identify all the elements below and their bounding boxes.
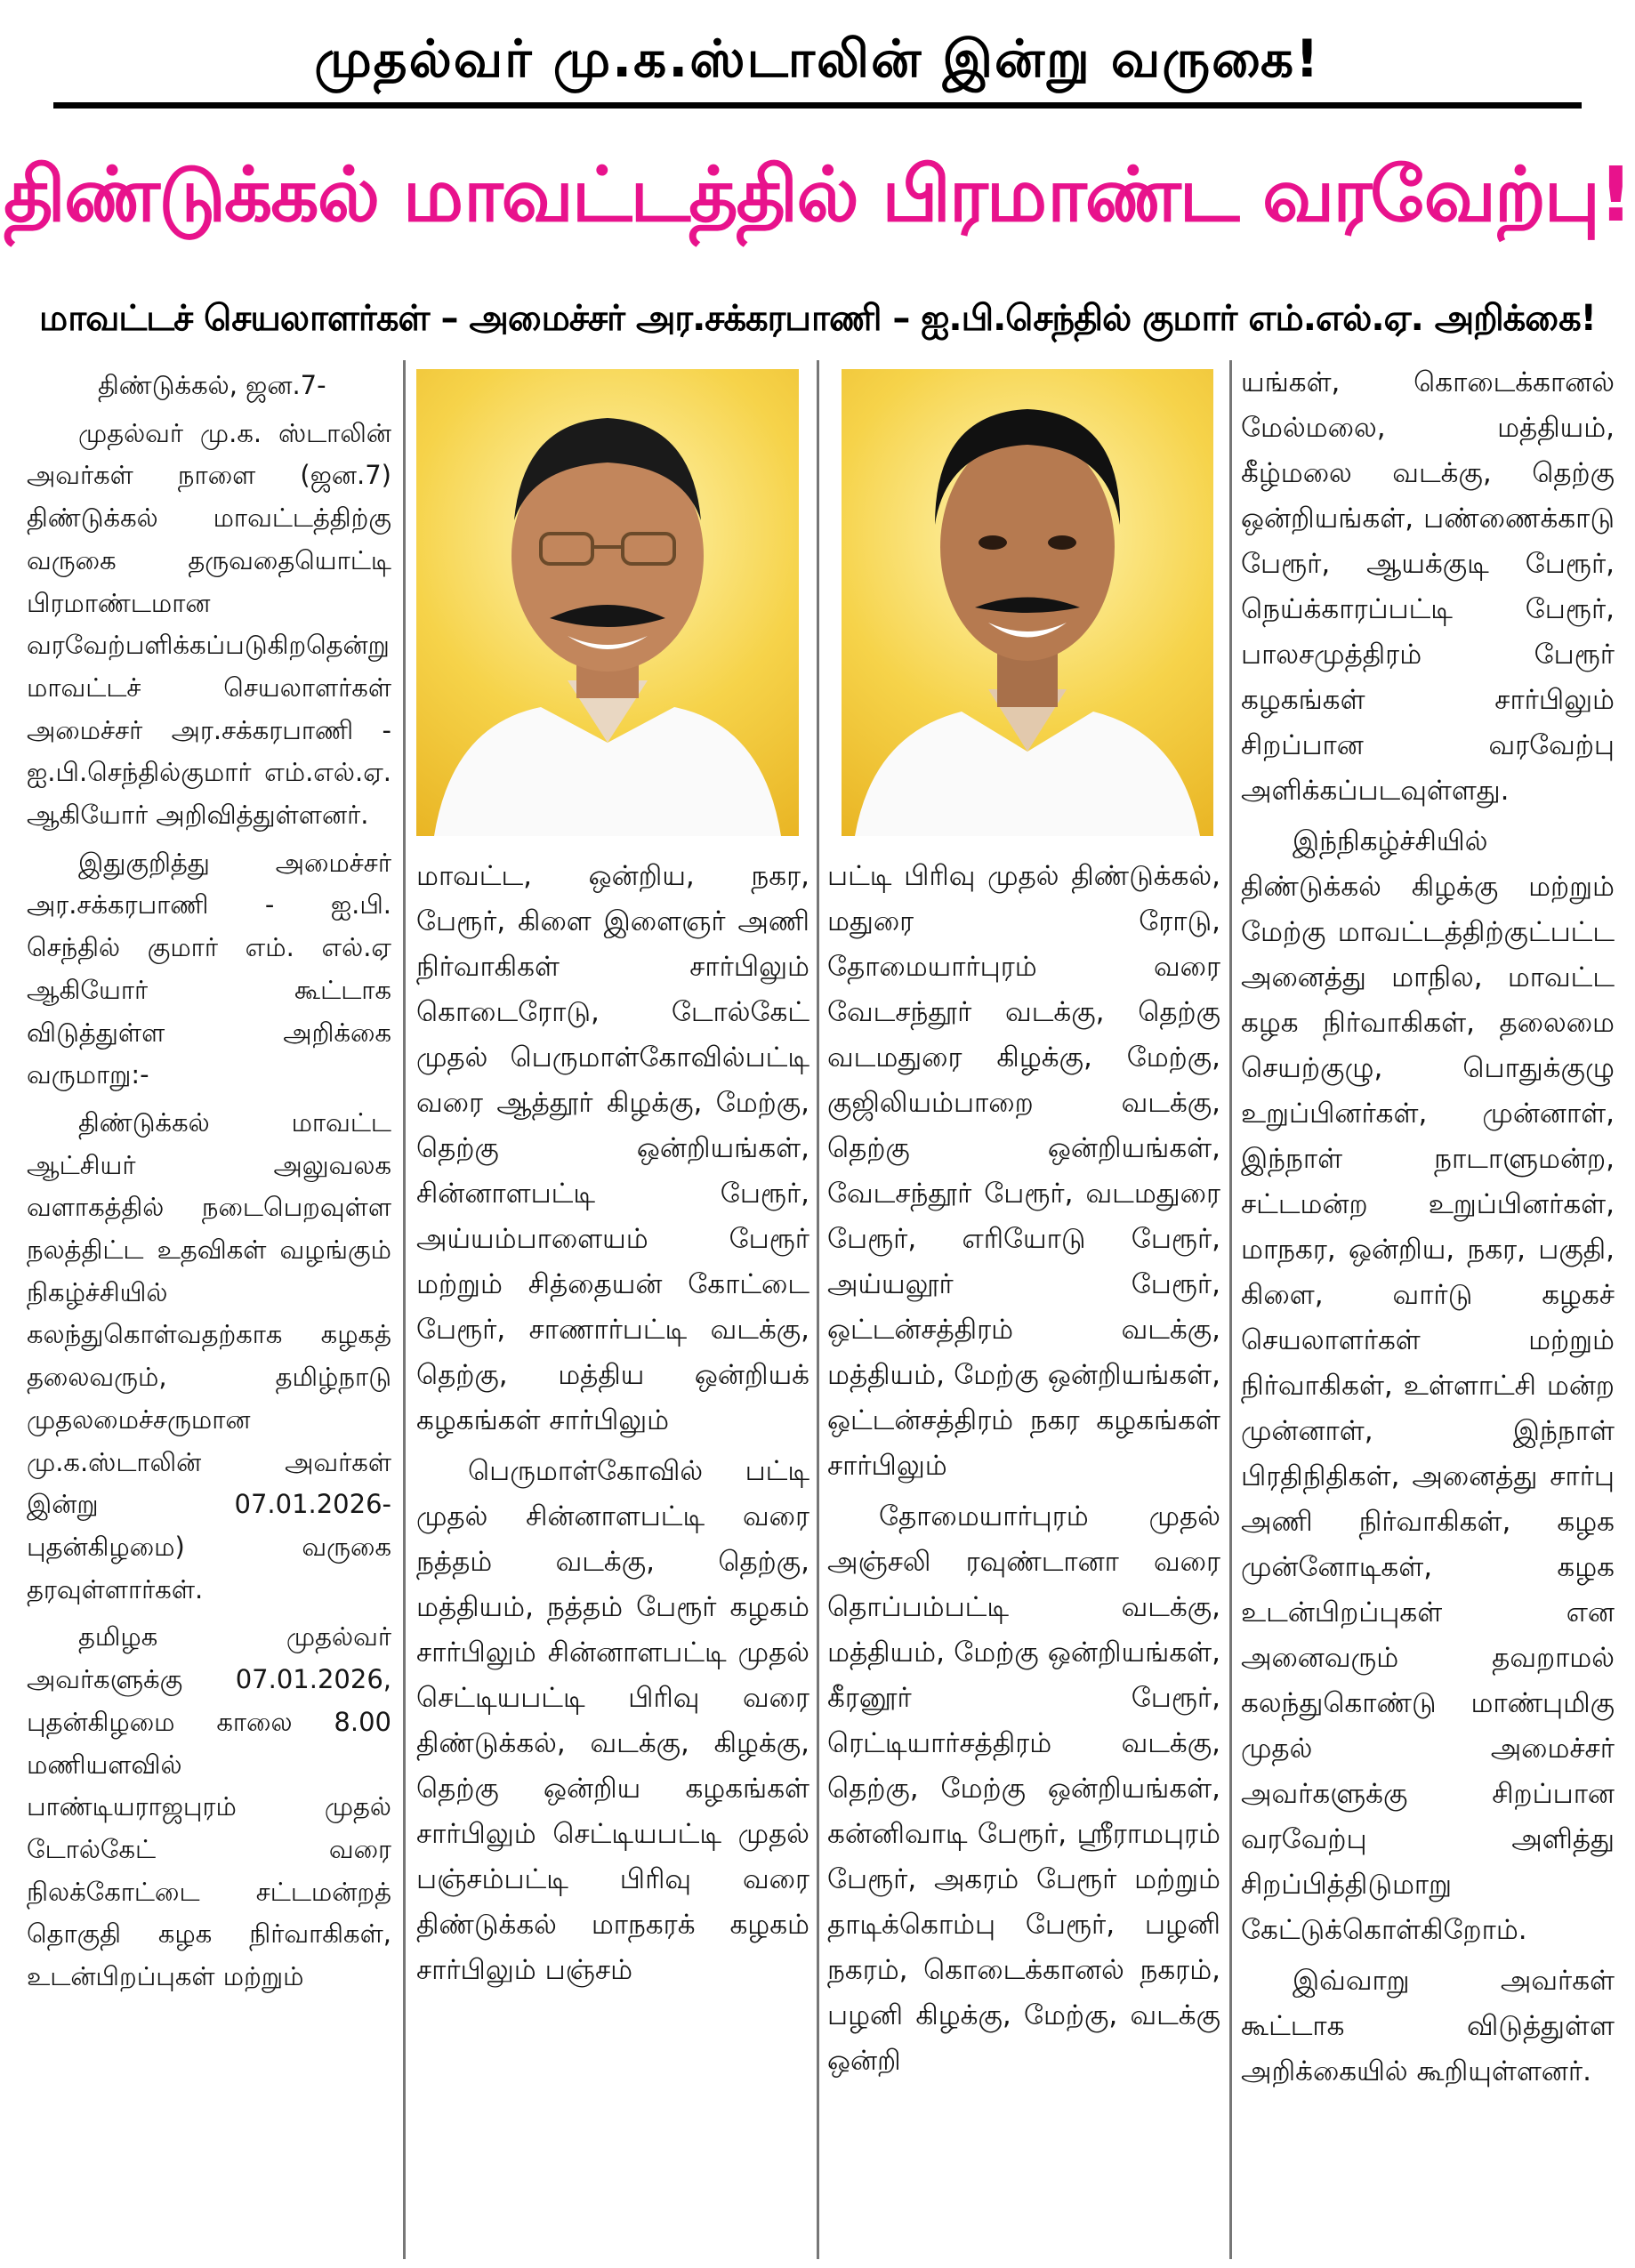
article-paragraph: பெருமாள்கோவில் பட்டி முதல் சின்னாளபட்டி வரை நத்தம் வடக்கு, தெற்கு, மத்தியம், நத்தம் பேரூர் கழகம் சார்பிலும் சின்னாளபட்டி முதல் செட்டியபட்டி பிரிவு வரை திண்டுக்கல், வடக்கு, கிழக்கு, தெற்கு ஒன்றிய கழகங்கள் சார்பிலும் செட்டியபட்டி முதல் பஞ்சம்பட்டி பிரிவு வரை திண்டுக்கல் மாநகரக் கழகம் சார்பிலும் பஞ்சம் bbox=[416, 1455, 809, 1986]
portrait-photo-minister bbox=[416, 369, 799, 836]
sub-headline: மாவட்டச் செயலாளர்கள் – அமைச்சர் அர.சக்கரபாணி – ஐ.பி.செந்தில் குமார் எம்.எல்.ஏ. அறிக்கை! bbox=[39, 298, 1596, 339]
dateline: திண்டுக்கல், ஜன.7- bbox=[98, 370, 326, 400]
article-paragraph: தோமையார்புரம் முதல் அஞ்சலி ரவுண்டானா வரை தொப்பம்பட்டி வடக்கு, மத்தியம், மேற்கு ஒன்றியங்கள், கீரனூர் பேரூர், ரெட்டியார்சத்திரம் வடக்கு, தெற்கு, மேற்கு ஒன்றியங்கள், கன்னிவாடி பேரூர், ஸ்ரீராமபுரம் பேரூர், அகரம் பேரூர் மற்றும் தாடிக்கொம்பு பேரூர், பழனி நகரம், கொடைக்கானல் நகரம், பழனி கிழக்கு, மேற்கு, வடக்கு ஒன்றி bbox=[827, 1500, 1220, 2077]
portrait-mla-illustration bbox=[842, 369, 1213, 836]
article-paragraph: தமிழக முதல்வர் அவர்களுக்கு 07.01.2026, புதன்கிழமை காலை 8.00 மணியளவில் பாண்டியராஜபுரம் முதல் டோல்கேட் வரை நிலக்கோட்டை சட்டமன்றத் தொகுதி கழக நிர்வாகிகள், உடன்பிறப்புகள் மற்றும் bbox=[27, 1621, 391, 1992]
article-paragraph: யங்கள், கொடைக்கானல் மேல்மலை, மத்தியம், கீழ்மலை வடக்கு, தெற்கு ஒன்றியங்கள், பண்ணைக்காடு பேரூர், ஆயக்குடி பேரூர், நெய்க்காரப்பட்டி பேரூர், பாலசமுத்திரம் பேரூர் கழகங்கள் சார்பிலும் சிறப்பான வரவேற்பு அளிக்கப்படவுள்ளது. bbox=[1241, 366, 1615, 807]
column-divider bbox=[817, 360, 819, 2259]
article-paragraph: முதல்வர் மு.க. ஸ்டாலின் அவர்கள் நாளை (ஜன.7) திண்டுக்கல் மாவட்டத்திற்கு வருகை தருவதையொட்டி பிரமாண்டமான வரவேற்பளிக்கப்படுகிறதென்று மாவட்டச் செயலாளர்கள் அமைச்சர் அர.சக்கரபாணி - ஐ.பி.செந்தில்குமார் எம்.எல்.ஏ. ஆகியோர் அறிவித்துள்ளனர். bbox=[27, 417, 391, 831]
article-column-3 bbox=[827, 854, 1220, 2259]
article-paragraph: இந்நிகழ்ச்சியில் திண்டுக்கல் கிழக்கு மற்றும் மேற்கு மாவட்டத்திற்குட்பட்ட அனைத்து மாநில, மாவட்ட கழக நிர்வாகிகள், தலைமை செயற்குழு, பொதுக்குழு உறுப்பினர்கள், முன்னாள், இந்நாள் நாடாளுமன்ற, சட்டமன்ற உறுப்பினர்கள், மாநகர, ஒன்றிய, நகர, பகுதி, கிளை, வார்டு கழகச் செயலாளர்கள் மற்றும் நிர்வாகிகள், உள்ளாட்சி மன்ற முன்னாள், இந்நாள் பிரதிநிதிகள், அனைத்து சார்பு அணி நிர்வாகிகள், கழக முன்னோடிகள், கழக உடன்பிறப்புகள் என அனைவரும் தவறாமல் கலந்துகொண்டு மாண்புமிகு முதல் அமைச்சர் அவர்களுக்கு சிறப்பான வரவேற்பு அளித்து சிறப்பித்திடுமாறு கேட்டுக்கொள்கிறோம். bbox=[1241, 825, 1615, 1946]
article-column-4 bbox=[1241, 360, 1615, 2259]
article-paragraph: இவ்வாறு அவர்கள் கூட்டாக விடுத்துள்ள அறிக்கையில் கூறியுள்ளனர். bbox=[1241, 1965, 1615, 2087]
portrait-minister-illustration bbox=[416, 369, 799, 836]
main-headline: திண்டுக்கல் மாவட்டத்தில் பிரமாண்ட வரவேற்பு! bbox=[4, 151, 1631, 239]
article-column-2 bbox=[416, 854, 809, 2259]
article-paragraph: இதுகுறித்து அமைச்சர் அர.சக்கரபாணி - ஐ.பி. செந்தில் குமார் எம். எல்.ஏ ஆகியோர் கூட்டாக விடுத்துள்ள அறிக்கை வருமாறு:- bbox=[27, 847, 391, 1090]
article-column-1 bbox=[27, 365, 391, 2259]
portrait-photo-mla bbox=[842, 369, 1213, 836]
article-paragraph: மாவட்ட, ஒன்றிய, நகர, பேரூர், கிளை இளைஞர் அணி நிர்வாகிகள் சார்பிலும் கொடைரோடு, டோல்கேட் முதல் பெருமாள்கோவில்பட்டி வரை ஆத்தூர் கிழக்கு, மேற்கு, தெற்கு ஒன்றியங்கள், சின்னாளபட்டி பேரூர், அய்யம்பாளையம் பேரூர் மற்றும் சித்தையன் கோட்டை பேரூர், சாணார்பட்டி வடக்கு, தெற்கு, மத்திய ஒன்றியக் கழகங்கள் சார்பிலும் bbox=[416, 860, 809, 1436]
kicker-headline: முதல்வர் மு.க.ஸ்டாலின் இன்று வருகை! bbox=[314, 28, 1321, 89]
article-paragraph: பட்டி பிரிவு முதல் திண்டுக்கல், மதுரை ரோடு, தோமையார்புரம் வரை வேடசந்தூர் வடக்கு, தெற்கு வடமதுரை கிழக்கு, மேற்கு, குஜிலியம்பாறை வடக்கு, தெற்கு ஒன்றியங்கள், வேடசந்தூர் பேரூர், வடமதுரை பேரூர், எரியோடு பேரூர், அய்யலூர் பேரூர், ஒட்டன்சத்திரம் வடக்கு, மத்தியம், மேற்கு ஒன்றியங்கள், ஒட்டன்சத்திரம் நகர கழகங்கள் சார்பிலும் bbox=[827, 860, 1220, 1482]
column-divider bbox=[1229, 360, 1232, 2259]
kicker-underline bbox=[53, 102, 1582, 109]
column-divider bbox=[403, 360, 406, 2259]
article-paragraph: திண்டுக்கல் மாவட்ட ஆட்சியர் அலுவலக வளாகத்தில் நடைபெறவுள்ள நலத்திட்ட உதவிகள் வழங்கும் நிகழ்ச்சியில் கலந்துகொள்வதற்காக கழகத் தலைவரும், தமிழ்நாடு முதலமைச்சருமான மு.க.ஸ்டாலின் அவர்கள் இன்று 07.01.2026-புதன்கிழமை) வருகை தரவுள்ளார்கள். bbox=[27, 1106, 391, 1604]
